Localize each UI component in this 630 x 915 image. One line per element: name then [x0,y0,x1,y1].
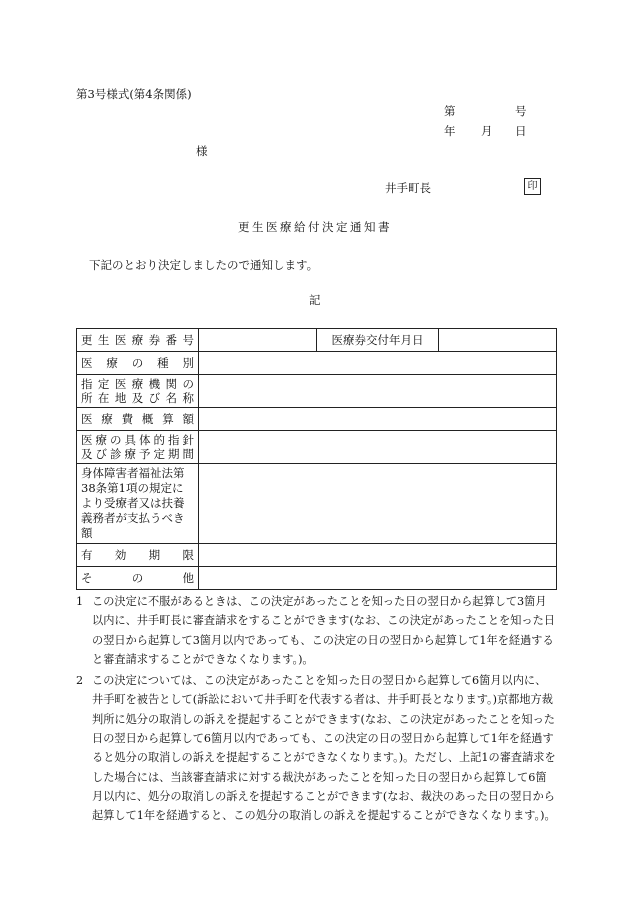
burden-value [199,464,557,544]
other-label: そ の 他 [77,567,199,590]
issuer-name: 井手町長 [385,181,431,195]
date-year: 年 [444,124,456,138]
notes-section [76,592,556,828]
medical-type-label: 医 療 の 種 別 [77,352,199,375]
card-number-label: 更 生 医 療 券 番 号 [77,329,199,352]
table-row [77,544,557,567]
document-title: 更生医療給付決定通知書 [238,220,392,234]
burden-label: 身体障害者福祉法第 38条第1項の規定に より受療者又は扶養 義務者が支払うべき 額 [77,464,199,544]
note-number: 2 [76,674,84,688]
doc-number-prefix: 第 [444,104,456,118]
table-row [77,464,557,544]
addressee-honorific: 様 [196,144,208,158]
intro-text: 下記のとおり決定しましたので通知します。 [89,258,319,272]
seal-stamp: 印 [524,178,541,195]
note-text: この決定に不服があるときは、この決定があったことを知った日の翌日から起算して3箇月以内に、井手町長に審査請求をすることができます(なお、この決定があったことを知った日の翌日から起算して3箇月以内であっても、この決定の日の翌日から起算して1年を経過すると審査請求することができなくなります。)。 [92,595,555,666]
validity-label: 有 効 期 限 [77,544,199,567]
cost-estimate-value [199,408,557,431]
date-day: 日 [515,124,527,138]
ki-heading: 記 [309,293,321,307]
form-number: 第3号様式(第4条関係) [76,87,192,101]
date-month: 月 [481,124,493,138]
note-number: 1 [76,595,84,608]
guideline-value [199,431,557,464]
doc-number-suffix: 号 [515,104,527,118]
table-row [77,408,557,431]
card-number-value [199,329,317,352]
note-item [76,671,556,825]
other-value [199,567,557,590]
validity-value [199,544,557,567]
institution-label: 指 定 医 療 機 関 の 所 在 地 及 び 名 称 [77,375,199,408]
card-issue-date-label: 医療券交付年月日 [317,329,439,352]
table-row [77,352,557,375]
note-item [76,592,556,669]
benefit-table [76,328,557,590]
guideline-label: 医 療 の 具 体 的 指 針 及 び 診 療 予 定 期 間 [77,431,199,464]
note-text: この決定については、この決定があったことを知った日の翌日から起算して6箇月以内に、井手町を被告として(訴訟において井手町を代表する者は、井手町長となります。)京都地方裁判所に処分の取消しの訴えを提起することができます(なお、この決定があったことを知った日の翌日から起算して6箇月以内であっても、この決定の日の翌日から起算して1年を経過すると処分の取消しの訴えを提起することができなくなります。)。ただし、上記1の審査請求をした場合には、当該審査請求に対する裁決があったことを知った日の翌日から起算して6箇月以内に、処分の取消しの訴えを提起することができます(なお、裁決のあった日の翌日から起算して1年を経過すると、この処分の取消しの訴えを提起することができなくなります。)。 [92,674,556,823]
medical-type-value [199,352,557,375]
table-row [77,567,557,590]
table-row [77,431,557,464]
cost-estimate-label: 医 療 費 概 算 額 [77,408,199,431]
card-issue-date-value [439,329,557,352]
table-row [77,329,557,352]
table-row [77,375,557,408]
institution-value [199,375,557,408]
